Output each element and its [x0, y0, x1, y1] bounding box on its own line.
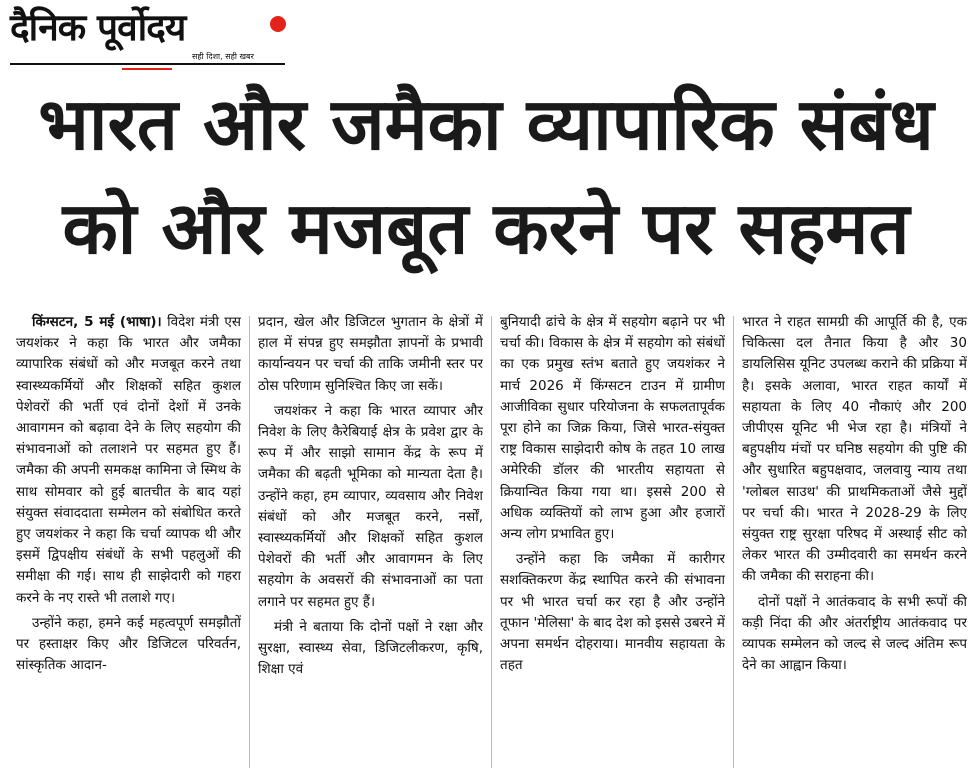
paragraph: मंत्री ने बताया कि दोनों पक्षों ने रक्षा और सुरक्षा, स्वास्थ्य सेवा, डिजिटलीकरण, कृषि, शिक्षा एवं — [258, 618, 483, 678]
article-column-2 — [258, 312, 483, 772]
masthead — [10, 6, 290, 74]
newspaper-tagline: सही दिशा, सही खबर — [192, 52, 254, 61]
paragraph: उन्होंने कहा, हमने कई महत्वपूर्ण समझौतों पर हस्ताक्षर किए और डिजिटल परिवर्तन, सांस्कृतिक आदान- — [16, 614, 241, 674]
newspaper-logo: दैनिक पूर्वोदय — [10, 6, 186, 49]
paragraph: भारत ने राहत सामग्री की आपूर्ति की है, एक चिकित्सा दल तैनात किया है और 30 डायलिसिस यूनिट उपलब्ध कराने की प्रक्रिया में है। इसके अलावा, भारत राहत कार्यों में सहायता के लिए 40 नौकाएं और 200 जीपीएस यूनिट भी भेज रहा है। मंत्रियों ने बहुपक्षीय मंचों पर घनिष्ठ सहयोग की पुष्टि की और सुधारित बहुपक्षवाद, जलवायु न्याय तथा 'ग्लोबल साउथ' की प्राथमिकताओं जैसे मुद्दों पर चर्चा की। भारत ने 2028-29 के लिए संयुक्त राष्ट्र सुरक्षा परिषद में अस्थाई सीट को लेकर भारत की उम्मीदवारी का समर्थन करने की जमैका की सराहना की। — [742, 314, 967, 585]
article-column-1 — [16, 312, 241, 772]
article-body — [16, 312, 968, 772]
logo-red-dot-icon — [270, 16, 286, 32]
dateline: किंग्सटन, 5 मई (भाषा)। — [32, 314, 162, 330]
headline-line-1: भारत और जमैका व्यापारिक संबंध — [38, 82, 934, 166]
article-column-3 — [500, 312, 725, 772]
paragraph: दोनों पक्षों ने आतंकवाद के सभी रूपों की कड़ी निंदा की और अंतर्राष्ट्रीय आतंकवाद पर व्यापक सम्मेलन को जल्द से जल्द अंतिम रूप देने का आह्वान किया। — [742, 593, 967, 674]
column-divider — [733, 316, 734, 768]
headline — [0, 76, 972, 290]
paragraph: बुनियादी ढांचे के क्षेत्र में सहयोग बढ़ाने पर भी चर्चा की। विकास के क्षेत्र में सहयोग को संबंधों का एक प्रमुख स्तंभ बताते हुए जयशंकर ने मार्च 2026 में किंग्सटन टाउन में ग्रामीण आजीविका सुधार परियोजना के सफलतापूर्वक पूरा होने का जिक्र किया, जिसे भारत-संयुक्त राष्ट्र विकास साझेदारी कोष के तहत 10 लाख अमेरिकी डॉलर की भारतीय सहायता से क्रियान्वित किया गया था। इससे 200 से अधिक व्यक्तियों को लाभ हुआ और हजारों अन्य लोग प्रभावित हुए। — [500, 314, 725, 543]
column-divider — [491, 316, 492, 768]
column-divider — [249, 316, 250, 768]
headline-line-2: को और मजबूत करने पर सहमत — [62, 186, 910, 270]
article-column-4 — [742, 312, 967, 772]
masthead-rule — [10, 63, 285, 65]
masthead-red-accent — [122, 68, 172, 70]
paragraph — [16, 312, 241, 609]
paragraph: जयशंकर ने कहा कि भारत व्यापार और निवेश के लिए कैरेबियाई क्षेत्र के प्रवेश द्वार के रूप में और साझो सामान केंद्र के रूप में जमैका की बढ़ती भूमिका को मान्यता देता है। उन्होंने कहा, हम व्यापार, व्यवसाय और निवेश संबंधों को और मजबूत करने, नर्सों, स्वास्थ्यकर्मियों और शिक्षकों सहित कुशल पेशेवरों की भर्ती और आवागमन के लिए सहयोग के अवसरों की संभावनाओं का पता लगाने पर सहमत हुए हैं। — [258, 402, 483, 610]
paragraph: उन्होंने कहा कि जमैका में कारीगर सशक्तिकरण केंद्र स्थापित करने की संभावना पर भी भारत चर्चा कर रहा है और उन्होंने तूफान 'मेलिसा' के बाद देश को इससे उबरने में अपना समर्थन दोहराया। मानवीय सहायता के तहत — [500, 551, 725, 674]
paragraph: प्रदान, खेल और डिजिटल भुगतान के क्षेत्रों में हाल में संपन्न हुए समझौता ज्ञापनों के प्रभावी कार्यान्वयन पर चर्चा की ताकि जमीनी स्तर पर ठोस परिणाम सुनिश्चित किए जा सकें। — [258, 314, 483, 394]
paragraph-text: विदेश मंत्री एस जयशंकर ने कहा कि भारत और जमैका व्यापारिक संबंधों को और मजबूत करने तथा स्वास्थ्यकर्मियों और शिक्षकों सहित कुशल पेशेवरों की भर्ती एवं दोनों देशों में उनके आवागमन को बढ़ावा देने के लिए सहयोग की संभावनाओं को तलाशने पर सहमत हुए हैं। जमैका की अपनी समकक्ष कामिना जे स्मिथ के साथ सोमवार को हुई बातचीत के बाद यहां संयुक्त संवाददाता सम्मेलन को संबोधित करते हुए जयशंकर ने कहा कि चर्चा व्यापक थी और इसमें द्विपक्षीय संबंधों के सभी पहलुओं की समीक्षा की गई। साथ ही साझेदारी को गहरा करने के नए रास्ते भी तलाशे गए। — [16, 314, 241, 606]
